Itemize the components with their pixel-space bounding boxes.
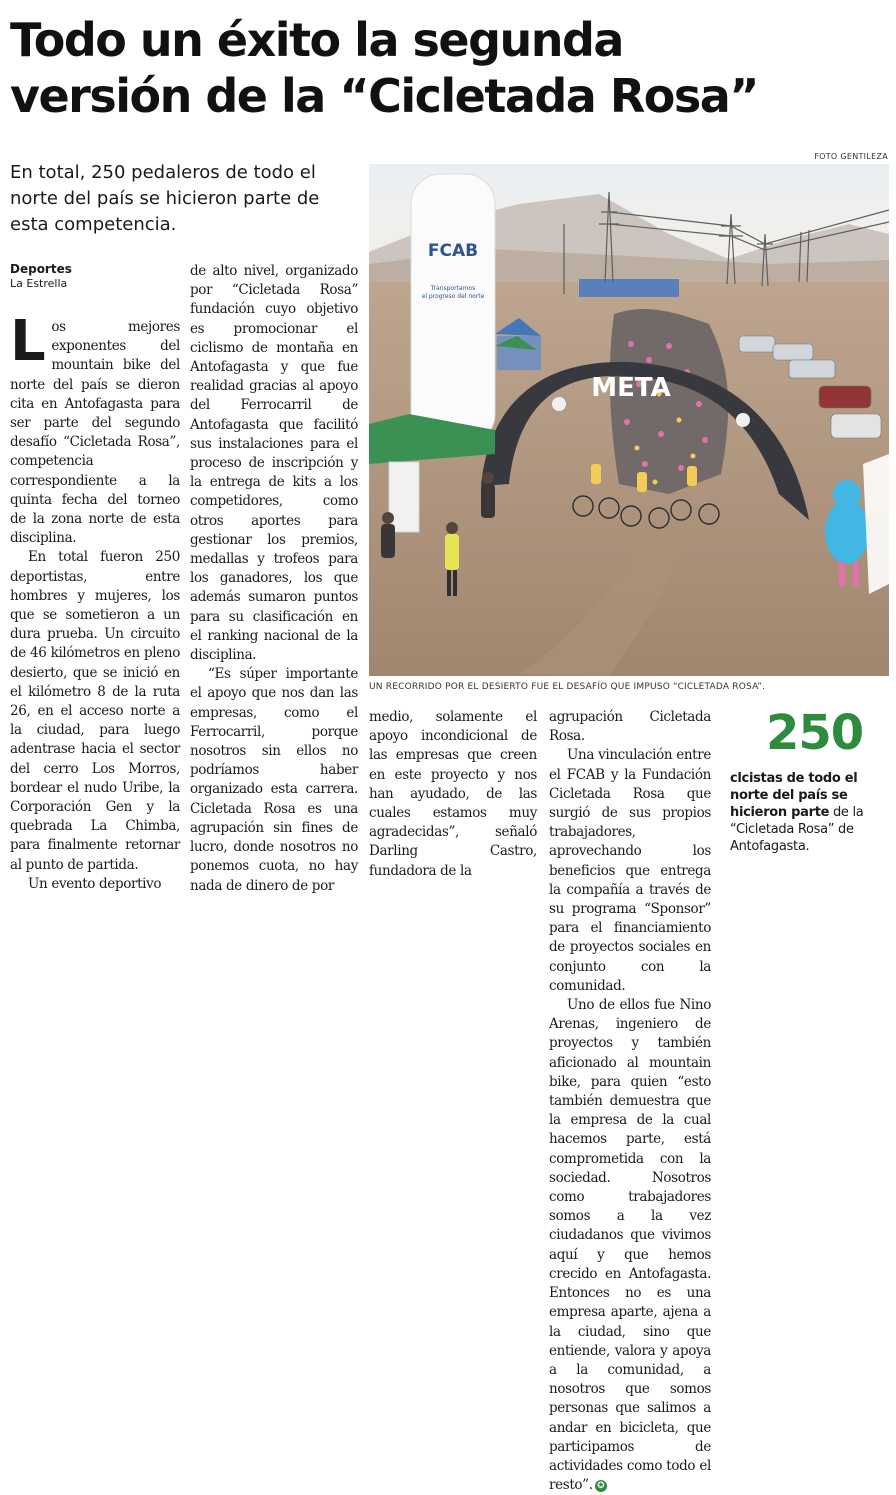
headline-line-1: Todo un éxito la segunda (10, 13, 623, 67)
stat-number: 250 (766, 705, 864, 761)
photo-caption: UN RECORRIDO POR EL DESIERTO FUE EL DESAFÍO QUE IMPUSO “CICLETADA ROSA”. (369, 682, 766, 692)
photo-credit: FOTO GENTILEZA (814, 152, 888, 161)
tower-slogan-1: Transportamos (430, 285, 476, 292)
article-paragraph: Uno de ellos fue Nino Arenas, ingeniero de proyectos y también aficionado al mountain bike, para quien “esto también demuestra que la empresa de la cual hacemos parte, está comprometida con la sociedad. Nosotros como trabajadores somos a la vez ciudadanos que vivimos aquí y que hemos crecido en Antofagasta. Entonces no es una empresa aparte, ajena a la ciudad, sino que entiende, valora y apoya a la comunidad, a nosotros que somos personas que salimos a andar en bicicleta, que participamos de actividades como todo el resto”. ✪ (549, 997, 711, 1494)
race-photo-illustration (369, 164, 889, 676)
headline (10, 12, 890, 124)
article-paragraph: En total fueron 250 deportistas, entre hombres y mujeres, los que se sometieron a un dura prueba. Un circuito de 46 kilómetros en pleno desierto, que se inició en el kilómetro 8 de la ruta 26, en el acceso norte a la ciudad, para luego adentrase hacia el sector del cerro Los Morros, bordear el nudo Uribe, la Corporación Gen y la quebrada La Chimba, para finalmente retornar al punto de partida. (10, 549, 180, 873)
article-column-2 (190, 262, 358, 896)
article-paragraph: Un evento deportivo (28, 875, 162, 892)
article-paragraph: “Es súper importante el apoyo que nos dan las empresas, como el Ferrocarril, porque nosotros sin ellos no podríamos haber organizado esta carrera. Cicletada Rosa es una agrupación sin fines de lucro, donde nosotros no ponemos cuota, no hay nada de dinero de por (190, 666, 358, 894)
article-paragraph: Los mejores exponentes del mountain bike del norte del país se dieron cita en Antofagasta para ser parte del segundo desafío “Cicletada Rosa”, competencia correspondiente a la quinta fecha del torneo de la zona norte de esta disciplina. (10, 309, 180, 547)
article-paragraph: Una vinculación entre el FCAB y la Fundación Cicletada Rosa que surgió de sus propios trabajadores, aprovechando los beneficios que entrega la compañía a través de su programa “Sponsor” para el financiamiento de proyectos sociales en conjunto con la comunidad. (549, 747, 711, 994)
stat-text (730, 770, 888, 855)
article-paragraph: de alto nivel, organizado por “Cicletada Rosa” fundación cuyo objetivo es promocionar el ciclismo de montaña en Antofagasta y que fue realidad gracias al apoyo del Ferrocarril de Antofagasta que facilitó sus instalaciones para el proceso de inscripción y la entrega de kits a los competidores, como otros aportes para gestionar los premios, medallas y trofeos para los ganadores, los que además sumaron puntos para su clasificación en el ranking nacional de la disciplina. (190, 263, 358, 664)
section-label: Deportes (10, 262, 72, 276)
tower-brand: FCAB (427, 241, 479, 261)
race-photo (369, 164, 889, 676)
byline (10, 262, 180, 291)
drop-cap: L (10, 309, 46, 374)
tower-slogan-2: el progreso del norte (421, 293, 485, 300)
article-paragraph: agrupación Cicletada Rosa. (549, 709, 711, 745)
article-paragraph: medio, solamente el apoyo incondicional de las empresas que creen en este proyecto y nos han ayudado, de las cuales estamos muy agradecidas”, señaló Darling Castro, fundadora de la (369, 709, 537, 879)
stat-text-bold: clcistas de todo el norte del país se hicieron parte (730, 771, 858, 820)
headline-line-2: versión de la “Cicletada Rosa” (10, 69, 759, 123)
article-column-3 (369, 708, 537, 881)
source-label: La Estrella (10, 277, 68, 290)
subhead: En total, 250 pedaleros de todo el norte del país se hicieron parte de esta competencia. (10, 162, 320, 235)
arch-text: META (591, 373, 671, 403)
end-mark-icon: ✪ (595, 1480, 607, 1492)
article-column-4 (549, 708, 711, 1495)
article-column-1 (10, 309, 180, 894)
stat-text-rest: de la “Cicletada Rosa” de Antofagasta. (730, 805, 864, 854)
